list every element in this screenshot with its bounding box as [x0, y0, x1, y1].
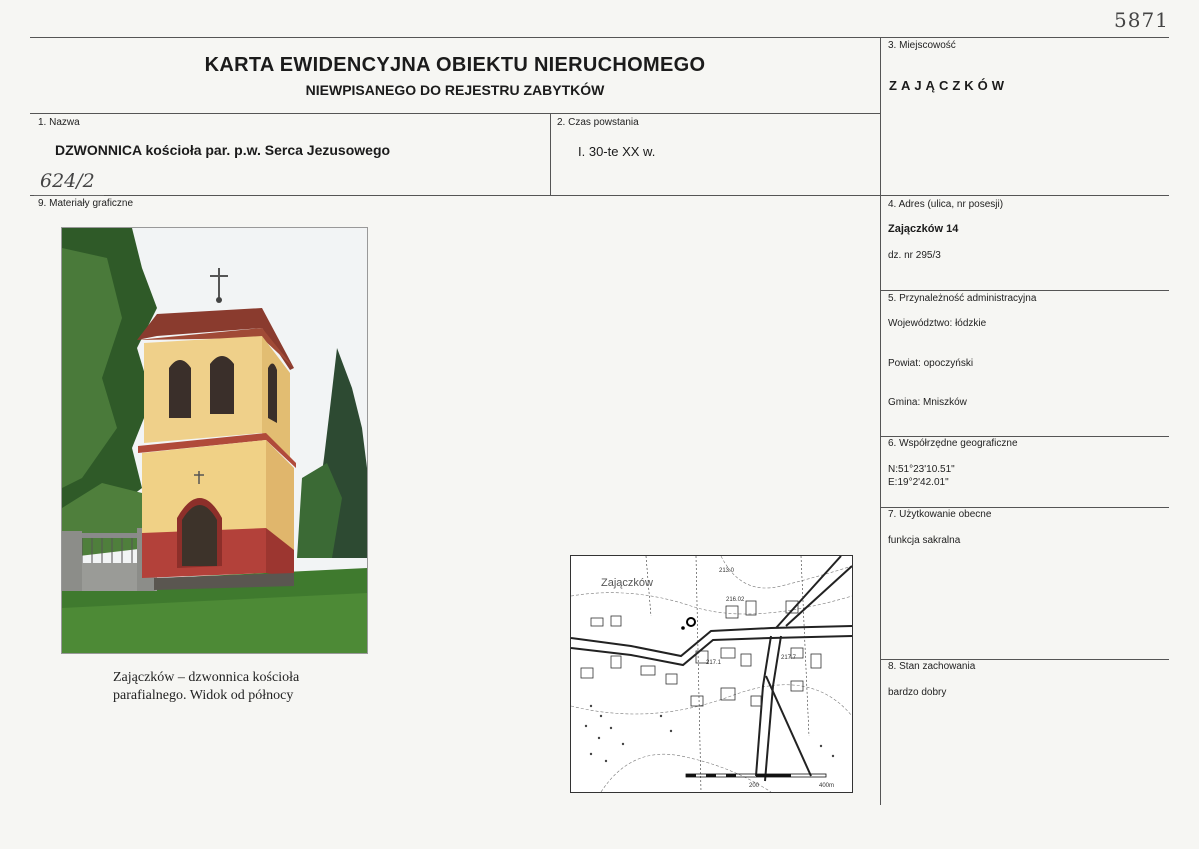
name-label: 1. Nazwa	[38, 117, 80, 128]
top-border	[30, 37, 1169, 38]
card-subtitle: NIEWPISANEGO DO REJESTRU ZABYTKÓW	[305, 82, 605, 98]
handwritten-underline	[34, 195, 104, 196]
locality-value: ZAJĄCZKÓW	[889, 78, 1009, 93]
map-place-label: Zajączków	[601, 577, 653, 589]
condition-value: bardzo dobry	[888, 687, 947, 698]
location-map	[570, 555, 853, 793]
map-height-3: 217.1	[706, 660, 722, 666]
name-value: DZWONNICA kościoła par. p.w. Serca Jezusowego	[55, 142, 391, 158]
address-label: 4. Adres (ulica, nr posesji)	[888, 199, 1004, 210]
section-8-rule	[880, 659, 1169, 660]
right-column-divider	[880, 37, 881, 805]
card-title: KARTA EWIDENCYJNA OBIEKTU NIERUCHOMEGO	[204, 54, 706, 76]
photo-caption-line2: parafialnego. Widok od północy	[113, 688, 294, 703]
bell-tower-photo	[61, 227, 368, 654]
name-date-divider	[550, 113, 551, 195]
section-7-rule	[880, 507, 1169, 508]
admin-label: 5. Przynależność administracyjna	[888, 293, 1037, 304]
map-height-4: 213.0	[719, 568, 735, 574]
date-label: 2. Czas powstania	[557, 117, 639, 128]
map-height-1: 216.02	[726, 597, 745, 603]
usage-value: funkcja sakralna	[888, 535, 961, 546]
coords-lon: E:19°2'42.01"	[888, 477, 949, 488]
admin-commune: Gmina: Mniszków	[888, 397, 967, 408]
header-bottom-rule	[30, 113, 880, 114]
section-9-rule	[30, 195, 1169, 196]
locality-label: 3. Miejscowość	[888, 40, 956, 51]
section-5-rule	[880, 290, 1169, 291]
map-height-2: 217.7	[781, 655, 797, 661]
graphics-label: 9. Materiały graficzne	[38, 198, 134, 209]
inventory-number: 5871	[1114, 8, 1169, 32]
map-scale-200: 200	[749, 783, 760, 789]
coords-label: 6. Współrzędne geograficzne	[888, 438, 1018, 449]
admin-county: Powiat: opoczyński	[888, 358, 974, 369]
coords-lat: N:51°23'10.51"	[888, 464, 955, 475]
section-6-rule	[880, 436, 1169, 437]
address-street: Zajączków 14	[888, 223, 959, 235]
address-plot: dz. nr 295/3	[888, 250, 941, 261]
handwritten-plot-note: 624/2	[40, 170, 95, 192]
photo-caption-line1: Zajączków – dzwonnica kościoła	[113, 670, 300, 685]
admin-voivodeship: Województwo: łódzkie	[888, 318, 987, 329]
map-scale-end: 400m	[819, 783, 835, 789]
date-value: I. 30-te XX w.	[578, 144, 656, 159]
condition-label: 8. Stan zachowania	[888, 661, 976, 672]
usage-label: 7. Użytkowanie obecne	[888, 509, 992, 520]
